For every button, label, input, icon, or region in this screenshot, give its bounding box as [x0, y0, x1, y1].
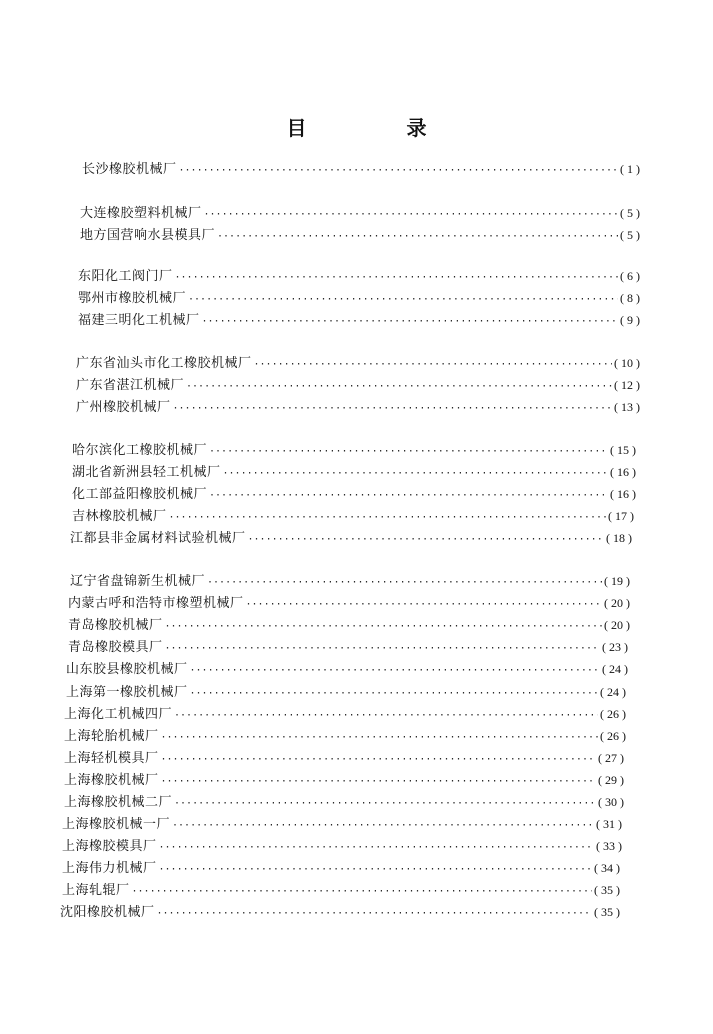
dot-leader — [172, 817, 594, 835]
toc-entry — [64, 749, 624, 767]
toc-entry — [62, 881, 620, 899]
toc-entry — [72, 441, 636, 459]
entry-name: 长沙橡胶机械厂 — [82, 162, 177, 177]
entry-name: 湖北省新洲县轻工机械厂 — [72, 465, 221, 480]
page-title: 目 录 — [286, 116, 467, 140]
entry-name: 上海橡胶模具厂 — [62, 839, 157, 854]
entry-page: ( 1 ) — [620, 162, 640, 176]
entry-name: 吉林橡胶机械厂 — [72, 509, 167, 524]
dot-leader — [165, 618, 602, 636]
toc-entry — [64, 705, 626, 723]
dot-leader — [175, 269, 618, 287]
toc-entry — [62, 815, 622, 833]
entry-name: 上海轮胎机械厂 — [64, 729, 159, 744]
entry-page: ( 13 ) — [614, 400, 640, 414]
toc-entry — [64, 727, 626, 745]
entry-name: 上海橡胶机械一厂 — [62, 817, 171, 832]
entry-page: ( 35 ) — [594, 883, 620, 897]
entry-page: ( 12 ) — [614, 378, 640, 392]
toc-entry — [80, 204, 640, 222]
entry-name: 上海伟力机械厂 — [62, 861, 157, 876]
dot-leader — [161, 751, 596, 769]
dot-leader — [173, 400, 612, 418]
entry-name: 哈尔滨化工橡胶机械厂 — [72, 443, 208, 458]
dot-leader — [159, 861, 592, 879]
dot-leader — [209, 443, 608, 461]
entry-name: 上海第一橡胶机械厂 — [66, 685, 188, 700]
dot-leader — [246, 596, 602, 614]
entry-name: 广东省汕头市化工橡胶机械厂 — [76, 356, 252, 371]
entry-page: ( 9 ) — [620, 313, 640, 327]
toc-entry — [76, 376, 640, 394]
entry-page: ( 27 ) — [598, 751, 624, 765]
entry-name: 青岛橡胶模具厂 — [68, 640, 163, 655]
dot-leader — [207, 574, 602, 592]
entry-name: 鄂州市橡胶机械厂 — [78, 291, 187, 306]
dot-leader — [190, 685, 598, 703]
toc-entry — [72, 507, 634, 525]
entry-name: 上海橡胶机械厂 — [64, 773, 159, 788]
entry-page: ( 29 ) — [598, 773, 624, 787]
dot-leader — [169, 509, 606, 527]
entry-page: ( 24 ) — [600, 685, 626, 699]
entry-name: 东阳化工阀门厂 — [78, 269, 173, 284]
toc-entry — [72, 463, 636, 481]
entry-page: ( 10 ) — [614, 356, 640, 370]
dot-leader — [174, 707, 598, 725]
toc-entry — [78, 289, 640, 307]
entry-page: ( 20 ) — [604, 618, 630, 632]
entry-name: 大连橡胶塑料机械厂 — [80, 206, 202, 221]
toc-entry — [80, 226, 640, 244]
toc-entry — [82, 160, 640, 178]
toc-entry — [68, 594, 630, 612]
dot-leader — [190, 662, 600, 680]
entry-page: ( 5 ) — [620, 206, 640, 220]
entry-name: 地方国营响水县模具厂 — [80, 228, 216, 243]
dot-leader — [132, 883, 592, 901]
entry-page: ( 26 ) — [600, 707, 626, 721]
dot-leader — [179, 162, 618, 180]
entry-name: 江都县非金属材料试验机械厂 — [70, 531, 246, 546]
entry-page: ( 8 ) — [620, 291, 640, 305]
toc-entry — [66, 660, 628, 678]
toc-entry — [68, 638, 628, 656]
entry-page: ( 19 ) — [604, 574, 630, 588]
toc-entry — [70, 572, 630, 590]
entry-name: 广州橡胶机械厂 — [76, 400, 171, 415]
entry-name: 上海轻机模具厂 — [64, 751, 159, 766]
dot-leader — [202, 313, 618, 331]
entry-name: 广东省湛江机械厂 — [76, 378, 185, 393]
entry-page: ( 5 ) — [620, 228, 640, 242]
entry-name: 化工部益阳橡胶机械厂 — [72, 487, 208, 502]
entry-page: ( 16 ) — [610, 465, 636, 479]
entry-page: ( 34 ) — [594, 861, 620, 875]
entry-name: 内蒙古呼和浩特市橡塑机械厂 — [68, 596, 244, 611]
entry-name: 辽宁省盘锦新生机械厂 — [70, 574, 206, 589]
entry-page: ( 6 ) — [620, 269, 640, 283]
toc-entry — [60, 903, 620, 921]
dot-leader — [174, 795, 596, 813]
toc-entry — [76, 354, 640, 372]
dot-leader — [161, 729, 598, 747]
entry-page: ( 16 ) — [610, 487, 636, 501]
dot-leader — [159, 839, 594, 857]
entry-name: 山东胶县橡胶机械厂 — [66, 662, 188, 677]
dot-leader — [186, 378, 612, 396]
dot-leader — [161, 773, 596, 791]
entry-page: ( 35 ) — [594, 905, 620, 919]
dot-leader — [217, 228, 618, 246]
entry-page: ( 23 ) — [602, 640, 628, 654]
toc-entry — [78, 311, 640, 329]
entry-page: ( 26 ) — [600, 729, 626, 743]
toc-entry — [70, 529, 632, 547]
entry-page: ( 24 ) — [602, 662, 628, 676]
entry-page: ( 31 ) — [596, 817, 622, 831]
toc-entry — [64, 771, 624, 789]
toc-entry — [68, 616, 630, 634]
entry-name: 上海化工机械四厂 — [64, 707, 173, 722]
entry-page: ( 30 ) — [598, 795, 624, 809]
toc-entry — [62, 859, 620, 877]
entry-name: 沈阳橡胶机械厂 — [60, 905, 155, 920]
entry-page: ( 18 ) — [606, 531, 632, 545]
dot-leader — [204, 206, 618, 224]
entry-name: 上海橡胶机械二厂 — [64, 795, 173, 810]
toc-entry — [72, 485, 636, 503]
entry-page: ( 20 ) — [604, 596, 630, 610]
dot-leader — [188, 291, 618, 309]
toc-entry — [64, 793, 624, 811]
dot-leader — [157, 905, 592, 923]
toc-entry — [78, 267, 640, 285]
entry-name: 福建三明化工机械厂 — [78, 313, 200, 328]
entry-page: ( 15 ) — [610, 443, 636, 457]
entry-page: ( 17 ) — [608, 509, 634, 523]
entry-page: ( 33 ) — [596, 839, 622, 853]
dot-leader — [209, 487, 608, 505]
dot-leader — [254, 356, 612, 374]
dot-leader — [165, 640, 600, 658]
dot-leader — [248, 531, 604, 549]
toc-entry — [76, 398, 640, 416]
dot-leader — [223, 465, 608, 483]
toc-entry — [66, 683, 626, 701]
entry-name: 青岛橡胶机械厂 — [68, 618, 163, 633]
toc-entry — [62, 837, 622, 855]
entry-name: 上海轧辊厂 — [62, 883, 130, 898]
